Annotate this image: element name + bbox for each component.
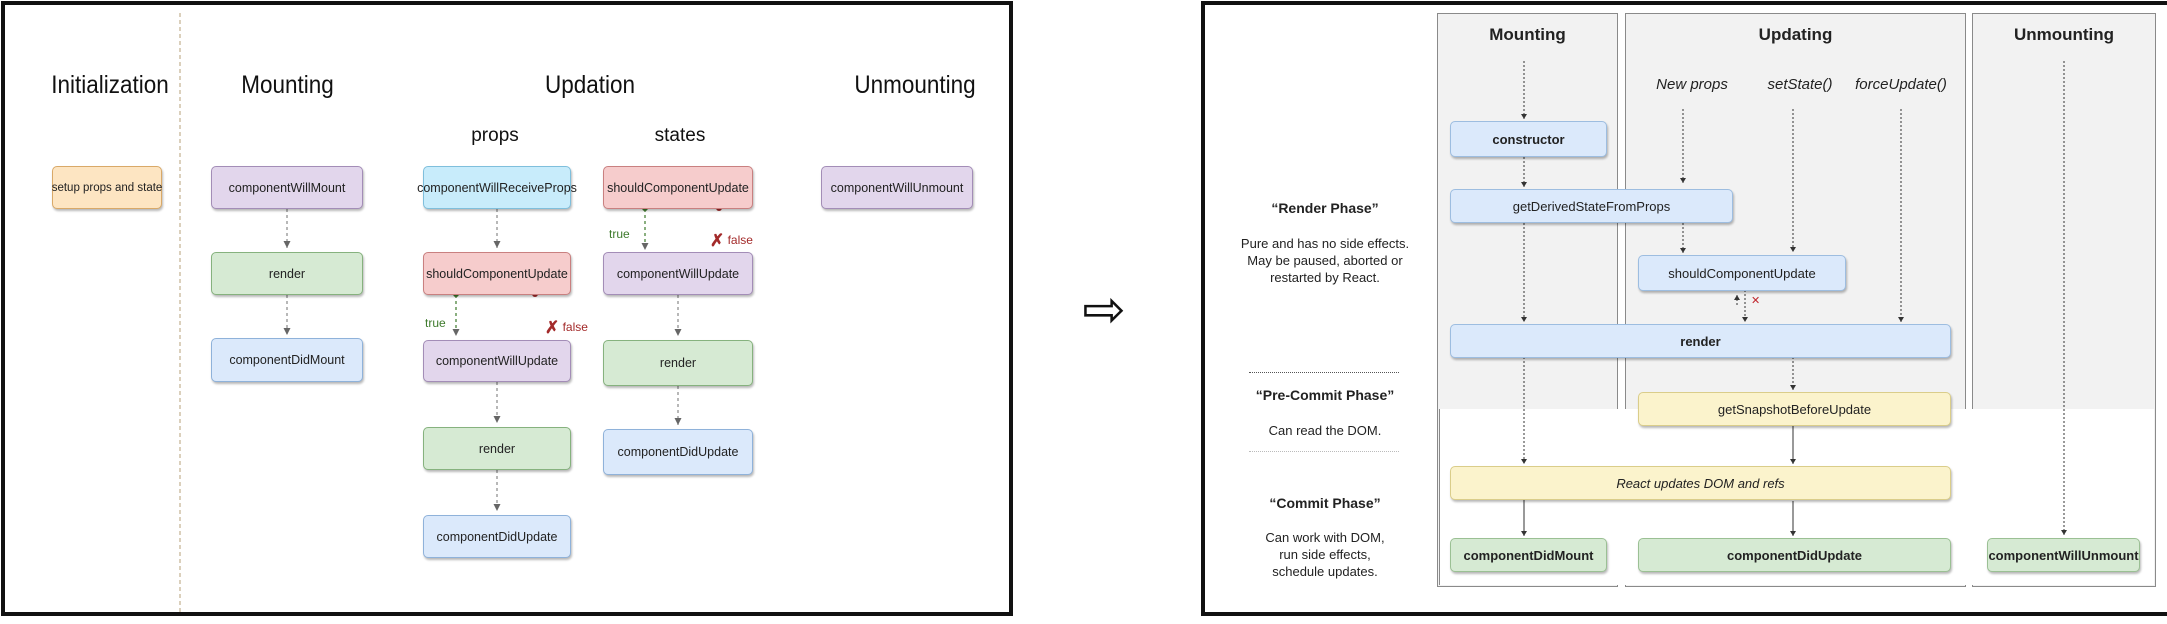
states-component-will-update-node: componentWillUpdate	[603, 252, 753, 295]
unmounting-column-title: Unmounting	[2013, 25, 2115, 44]
states-render-node: render	[603, 340, 753, 386]
setup-props-state-node: setup props and state	[52, 166, 162, 209]
states-reject-icon: ✗	[710, 231, 725, 250]
modern-connectors	[1205, 5, 2167, 616]
legacy-lifecycle-diagram	[1, 1, 1013, 616]
states-false-label: ✗ false	[710, 231, 753, 250]
new-props-trigger: New props	[1656, 76, 1728, 93]
props-component-did-update-node: componentDidUpdate	[423, 515, 571, 558]
component-will-receive-props-node: componentWillReceiveProps	[423, 166, 571, 209]
constructor-node: constructor	[1450, 121, 1607, 157]
render-phase-title: “Render Phase”	[1271, 200, 1379, 216]
transition-arrow-icon: ⇨	[1082, 280, 1126, 340]
props-false-label: ✗ false	[545, 318, 588, 337]
commit-phase-description: Can work with DOM, run side effects, schedule updates.	[1265, 530, 1385, 579]
updating-column-title: Updating	[1758, 25, 1833, 44]
react-updates-dom-node: React updates DOM and refs	[1450, 466, 1951, 500]
unmounting-header: Unmounting	[854, 71, 976, 99]
render-phase-description: Pure and has no side effects. May be paused, aborted or restarted by React.	[1240, 236, 1410, 285]
component-will-unmount-node: componentWillUnmount	[1987, 538, 2140, 572]
states-subheader: states	[654, 125, 706, 146]
props-subheader: props	[471, 125, 519, 146]
props-true-label: true	[425, 316, 446, 330]
render-node: render	[1450, 324, 1951, 358]
props-render-node: render	[423, 427, 571, 470]
props-component-will-update-node: componentWillUpdate	[423, 340, 571, 382]
props-reject-icon: ✗	[545, 318, 560, 337]
component-will-mount-node: componentWillMount	[211, 166, 363, 209]
mounting-column-title: Mounting	[1489, 25, 1566, 44]
get-derived-state-node: getDerivedStateFromProps	[1450, 189, 1733, 223]
get-snapshot-before-update-node: getSnapshotBeforeUpdate	[1638, 392, 1951, 426]
component-did-mount-node: componentDidMount	[211, 338, 363, 382]
component-will-unmount-node: componentWillUnmount	[821, 166, 973, 209]
set-state-trigger: setState()	[1767, 76, 1833, 93]
states-true-label: true	[609, 227, 630, 241]
precommit-phase-description: Can read the DOM.	[1268, 423, 1382, 438]
precommit-phase-title: “Pre-Commit Phase”	[1255, 387, 1395, 403]
mounting-header: Mounting	[241, 71, 334, 99]
modern-lifecycle-diagram	[1201, 1, 2167, 616]
component-did-mount-node: componentDidMount	[1450, 538, 1607, 572]
mount-render-node: render	[211, 252, 363, 295]
force-update-trigger: forceUpdate()	[1855, 76, 1947, 93]
states-should-component-update-node: shouldComponentUpdate	[603, 166, 753, 209]
initialization-header: Initialization	[51, 71, 169, 99]
component-did-update-node: componentDidUpdate	[1638, 538, 1951, 572]
should-component-update-node: shouldComponentUpdate	[1638, 255, 1846, 291]
states-component-did-update-node: componentDidUpdate	[603, 429, 753, 475]
updation-header: Updation	[544, 71, 636, 99]
cancel-icon: ✕	[1751, 294, 1761, 307]
props-should-component-update-node: shouldComponentUpdate	[423, 252, 571, 295]
commit-phase-title: “Commit Phase”	[1269, 495, 1381, 511]
